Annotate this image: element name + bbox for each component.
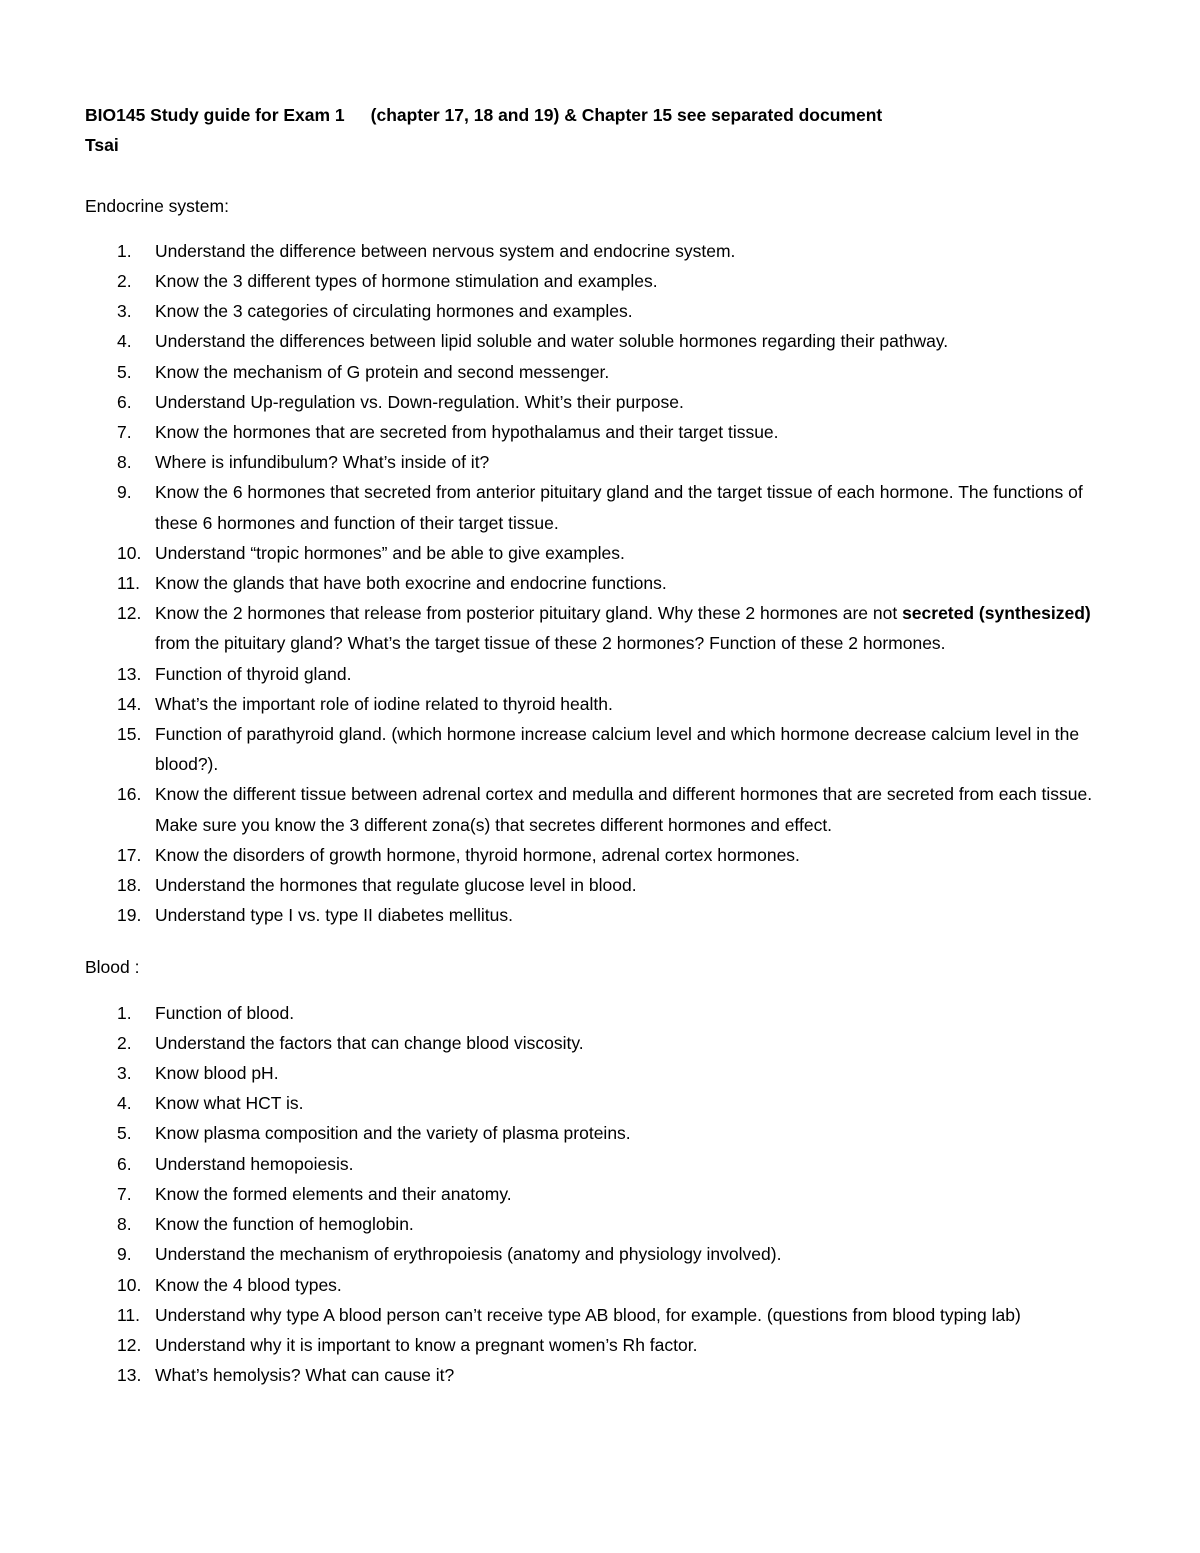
item-text: Where is infundibulum? What’s inside of it?: [155, 452, 490, 473]
list-item: [85, 1209, 1125, 1239]
item-text: Know the 3 categories of circulating hormones and examples.: [155, 301, 633, 322]
list-item: [85, 1179, 1125, 1209]
item-text: Understand the factors that can change blood viscosity.: [155, 1032, 584, 1053]
list-item: [85, 538, 1125, 568]
list-item: [85, 357, 1125, 387]
item-number: 2.: [117, 271, 132, 291]
item-number: 19.: [117, 905, 142, 926]
item-text: Understand why it is important to know a pregnant women’s Rh factor.: [155, 1334, 698, 1355]
item-text: Understand the difference between nervous system and endocrine system.: [155, 240, 736, 261]
document-author: Tsai: [85, 135, 119, 156]
item-text: Know the glands that have both exocrine and endocrine functions.: [155, 573, 667, 594]
item-text-after: from the pituitary gland? What’s the target tissue of these 2 hormones? Function of these 2 hormones.: [155, 633, 946, 654]
list-item: [85, 689, 1125, 719]
item-number: 18.: [117, 875, 142, 896]
item-number: 10.: [117, 542, 142, 563]
item-number: 16.: [117, 784, 142, 805]
title-main: BIO145 Study guide for Exam 1: [85, 105, 345, 125]
item-number: 1.: [117, 1002, 132, 1023]
item-text: Understand the mechanism of erythropoiesis (anatomy and physiology involved).: [155, 1244, 782, 1265]
item-number: 17.: [117, 844, 142, 865]
list-item: [85, 417, 1125, 447]
list-item: [85, 1239, 1125, 1269]
list-item: [85, 598, 1125, 658]
item-text: Know the 6 hormones that secreted from anterior pituitary gland and the target tissue of each hormone. The functions of these 6 hormones and function of their target tissue.: [155, 482, 1083, 533]
item-text: Function of parathyroid gland. (which hormone increase calcium level and which hormone decrease calcium level in the blood?).: [155, 724, 1080, 775]
item-number: 1.: [117, 240, 132, 261]
list-item: [85, 266, 1125, 296]
item-text: Know the different tissue between adrenal cortex and medulla and different hormones that are secreted from each tissue. Make sure you know the 3 different zona(s) that secretes different hormones and effect.: [155, 784, 1093, 835]
list-item: [85, 900, 1125, 930]
item-number: 8.: [117, 452, 132, 473]
list-item: [85, 236, 1125, 266]
list-item: [85, 568, 1125, 598]
list-item: [85, 870, 1125, 900]
item-number: 7.: [117, 1183, 132, 1204]
item-text: Know what HCT is.: [155, 1093, 304, 1114]
list-item: [85, 1118, 1125, 1148]
item-number: 7.: [117, 422, 132, 443]
item-number: 11.: [117, 1304, 141, 1325]
item-text: What’s hemolysis? What can cause it?: [155, 1365, 455, 1386]
document-title: [85, 100, 1125, 130]
item-number: 9.: [117, 482, 132, 503]
item-number: 12.: [117, 603, 142, 624]
item-number: 12.: [117, 1334, 142, 1355]
item-text: Know the mechanism of G protein and second messenger.: [155, 361, 610, 382]
item-number: 13.: [117, 1365, 142, 1386]
item-number: 9.: [117, 1244, 132, 1265]
item-number: 6.: [117, 391, 132, 412]
item-number: 8.: [117, 1214, 132, 1235]
item-text: Know the formed elements and their anatomy.: [155, 1183, 512, 1204]
item-text: Know plasma composition and the variety of plasma proteins.: [155, 1123, 631, 1144]
item-number: 14.: [117, 693, 142, 714]
item-text: Understand why type A blood person can’t receive type AB blood, for example. (questions from blood typing lab): [155, 1304, 1021, 1325]
item-number: 5.: [117, 1123, 132, 1144]
item-text: Know the hormones that are secreted from hypothalamus and their target tissue.: [155, 422, 779, 443]
item-text: What’s the important role of iodine related to thyroid health.: [155, 693, 613, 714]
item-number: 3.: [117, 301, 132, 322]
item-text-emphasis: secreted (synthesized): [902, 603, 1091, 624]
item-number: 11.: [117, 573, 141, 594]
list-item: [85, 1058, 1125, 1088]
list-item: [85, 387, 1125, 417]
list-item: [85, 1300, 1125, 1330]
item-number: 15.: [117, 724, 142, 745]
item-text: Function of blood.: [155, 1002, 295, 1023]
list-item: [85, 447, 1125, 477]
item-number: 6.: [117, 1153, 132, 1174]
blood-heading: Blood :: [85, 957, 140, 978]
list-item: [85, 1028, 1125, 1058]
list-item: [85, 477, 1125, 537]
item-number: 13.: [117, 663, 142, 684]
item-text: Understand “tropic hormones” and be able to give examples.: [155, 542, 625, 563]
item-text: Know the function of hemoglobin.: [155, 1214, 414, 1235]
item-number: 2.: [117, 1032, 132, 1053]
item-text: Understand hemopoiesis.: [155, 1153, 354, 1174]
document-content: [85, 100, 1125, 1390]
item-text: Understand the hormones that regulate glucose level in blood.: [155, 875, 637, 896]
list-item: [85, 998, 1125, 1028]
list-item: [85, 779, 1125, 839]
endocrine-list: [85, 236, 1125, 931]
list-item: [85, 326, 1125, 356]
item-text: Know blood pH.: [155, 1063, 279, 1084]
blood-list: [85, 998, 1125, 1391]
list-item: [85, 1330, 1125, 1360]
list-item: [85, 1360, 1125, 1390]
list-item: [85, 1270, 1125, 1300]
item-text: Know the 4 blood types.: [155, 1274, 342, 1295]
list-item: [85, 1149, 1125, 1179]
item-text: Understand Up-regulation vs. Down-regulation. Whit’s their purpose.: [155, 391, 684, 412]
item-text: Know the disorders of growth hormone, thyroid hormone, adrenal cortex hormones.: [155, 844, 800, 865]
title-subtitle: (chapter 17, 18 and 19) & Chapter 15 see separated document: [370, 105, 883, 125]
item-text: Know the 3 different types of hormone stimulation and examples.: [155, 271, 658, 291]
item-number: 3.: [117, 1063, 132, 1084]
item-text: Function of thyroid gland.: [155, 663, 352, 684]
list-item: [85, 1088, 1125, 1118]
list-item: [85, 840, 1125, 870]
item-number: 10.: [117, 1274, 142, 1295]
list-item: [85, 296, 1125, 326]
item-number: 4.: [117, 1093, 132, 1114]
item-text-before: Know the 2 hormones that release from posterior pituitary gland. Why these 2 hormones are not: [155, 603, 903, 624]
list-item: [85, 659, 1125, 689]
endocrine-heading: Endocrine system:: [85, 195, 229, 216]
item-number: 4.: [117, 331, 132, 352]
item-text: Understand type I vs. type II diabetes mellitus.: [155, 905, 513, 926]
item-number: 5.: [117, 361, 132, 382]
item-text: Understand the differences between lipid soluble and water soluble hormones regarding their pathway.: [155, 331, 949, 352]
list-item: [85, 719, 1125, 779]
